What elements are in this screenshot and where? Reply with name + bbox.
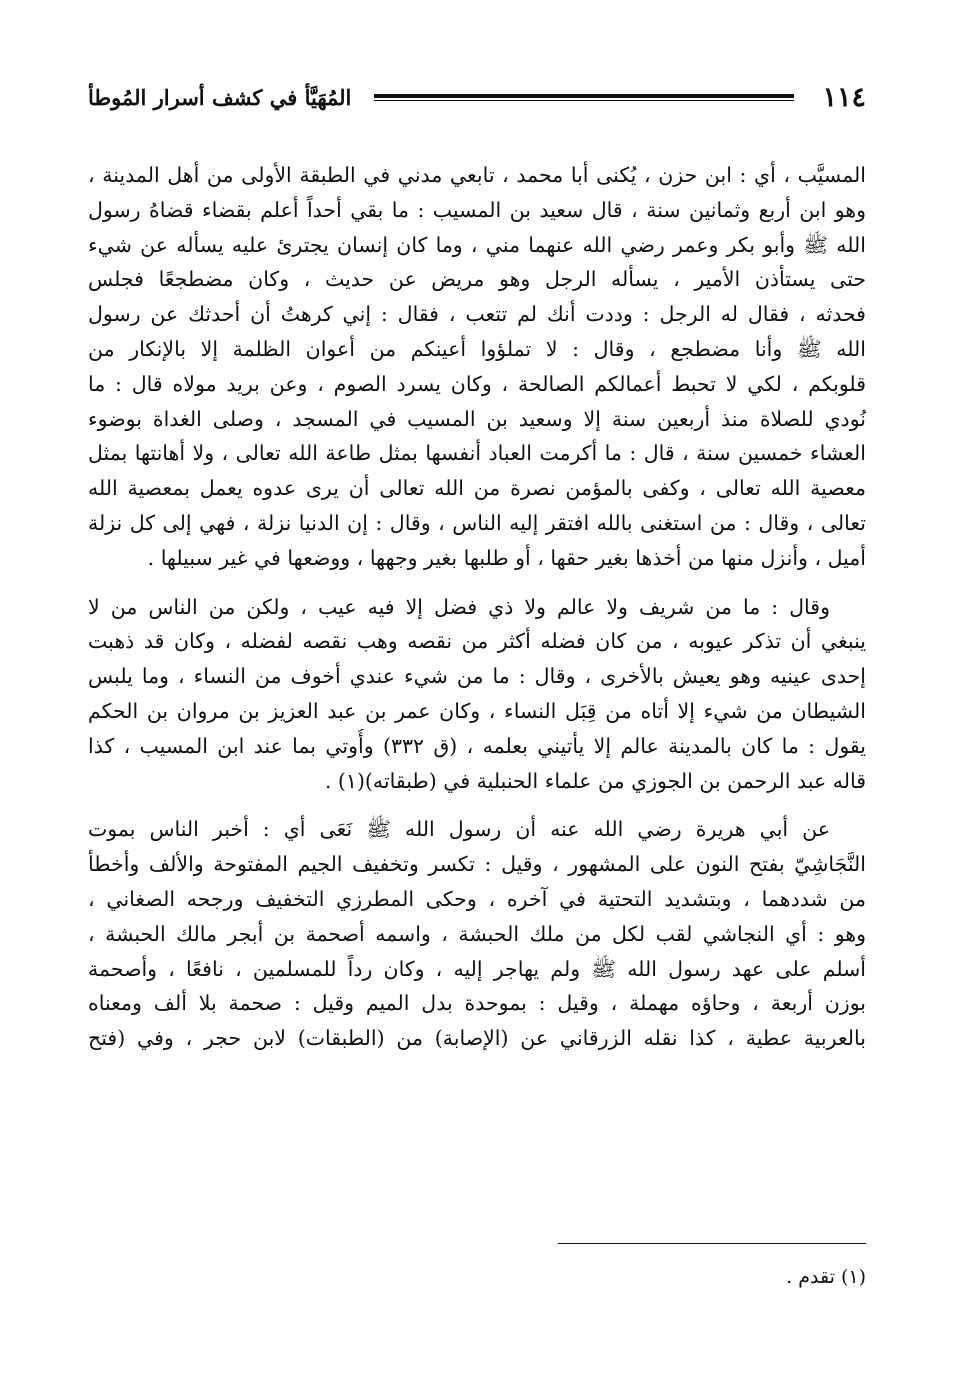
- text-line: أسلم على عهد رسول الله ﷺ ولم يهاجر إليه ، وكان رداً للمسلمين ، نافعًا ، وأصحمة: [88, 956, 866, 981]
- text-line: إحدى عينيه وهو يعيش بالأخرى ، وقال : ما من شيء عندي أخوف من النساء ، وما يلبس: [88, 664, 866, 689]
- text-line: قلوبكم ، لكي لا تحبط أعمالكم الصالحة ، وكان يسرد الصوم ، وعن بريد مولاه قال : ما: [88, 371, 866, 396]
- text-line: تعالى ، وقال : من استغنى بالله افتقر إليه الناس ، وقال : إن الدنيا نزلة ، فهي إلى كل نزلة: [88, 510, 866, 535]
- text-line: نُودي للصلاة منذ أربعين سنة إلا وسعيد بن المسيب في المسجد ، وصلى الغداة بوضوء: [88, 406, 866, 431]
- text-line: الله ﷺ وأبو بكر وعمر رضي الله عنهما مني ، وما كان إنسان يجترئ عليه يسأله عن شيء: [88, 232, 866, 257]
- body-text: [88, 158, 866, 1056]
- text-line: الله ﷺ وأنا مضطجع ، وقال : لا تملؤوا أعينكم من أعوان الظلمة إلا بالإنكار من: [88, 336, 866, 361]
- text-line: وهو : أي النجاشي لقب لكل من ملك الحبشة ، واسمه أصحمة بن أبجر مالك الحبشة ،: [88, 921, 866, 946]
- book-title: المُهَيَّأ في كشف أسرار المُوطأ: [88, 85, 352, 110]
- text-line: قاله عبد الرحمن بن الجوزي من علماء الحنبلية في (طبقاته)(١) .: [324, 768, 866, 793]
- text-line: العشاء خمسين سنة ، قال : ما أكرمت العباد أنفسها بمثل طاعة الله تعالى ، ولا أهانتها بمثل: [88, 441, 866, 466]
- paragraph-2: [88, 590, 866, 799]
- text-line: من شددهما ، وبتشديد التحتية في آخره ، وحكى المطرزي التخفيف ورجحه الصغاني ،: [88, 886, 866, 911]
- text-line: حتى يستأذن الأمير ، يسأله الرجل وهو مريض عن حديث ، وكان مضطجعًا فجلس: [88, 267, 866, 292]
- text-line: معصية الله تعالى ، وكفى بالمؤمن نصرة من الله تعالى أن يرى عدوه يعمل بمعصية الله: [88, 476, 866, 501]
- page-header: [88, 78, 866, 118]
- text-line: الشيطان من شيء إلا أتاه من قِبَل النساء ، وكان عمر بن عبد العزيز بن مروان بن الحكم: [88, 698, 866, 723]
- text-line: وقال : ما من شريف ولا عالم ولا ذي فضل إلا فيه عيب ، ولكن من الناس من لا: [88, 594, 830, 619]
- text-line: عن أبي هريرة رضي الله عنه أن رسول الله ﷺ نَعَى أي : أخبر الناس بموت: [88, 817, 830, 842]
- text-line: النَّجَاشِيّ بفتح النون على المشهور ، وقيل : تكسر وتخفيف الجيم المفتوحة والألف وأخطأ: [88, 852, 866, 877]
- text-line: يقول : ما كان بالمدينة عالم إلا يأتيني بعلمه ، (ق ٣٣٢) وأُوتي بما عند ابن المسيب ، كذا: [88, 733, 866, 758]
- text-line: بوزن أربعة ، وحاؤه مهملة ، وقيل : بموحدة بدل الميم وقيل : صحمة بلا ألف ومعناه: [88, 991, 866, 1016]
- page-number: ١١٤: [822, 82, 866, 113]
- text-line: بالعربية عطية ، كذا نقله الزرقاني عن (الإصابة) من (الطبقات) لابن حجر ، وفي (فتح: [88, 1026, 866, 1051]
- footnote-separator: [558, 1243, 866, 1244]
- text-line: فحدثه ، فقال له الرجل : وددت أنك لم تتعب ، فقال : إني كرهتُ أن أحدثك عن رسول: [88, 302, 866, 327]
- text-line: وهو ابن أربع وثمانين سنة ، قال سعيد بن المسيب : ما بقي أحداً أعلم بقضاء قضاهُ رسول: [88, 197, 866, 222]
- paragraph-1: [88, 158, 866, 576]
- paragraph-3: [88, 812, 866, 1056]
- footnote: (١) تقدم .: [786, 1266, 866, 1288]
- text-line: ينبغي أن تذكر عيوبه ، من كان فضله أكثر من نقصه وهب نقصه لفضله ، وكان قد ذهبت: [88, 629, 866, 654]
- text-line: المسيَّب ، أي : ابن حزن ، يُكنى أبا محمد ، تابعي مدني في الطبقة الأولى من أهل المدينة ،: [88, 163, 866, 187]
- text-line: أميل ، وأنزل منها من أخذها بغير حقها ، أو طلبها بغير وجهها ، ووضعها في غير سبيلها .: [147, 545, 866, 570]
- header-double-rule: [374, 94, 794, 101]
